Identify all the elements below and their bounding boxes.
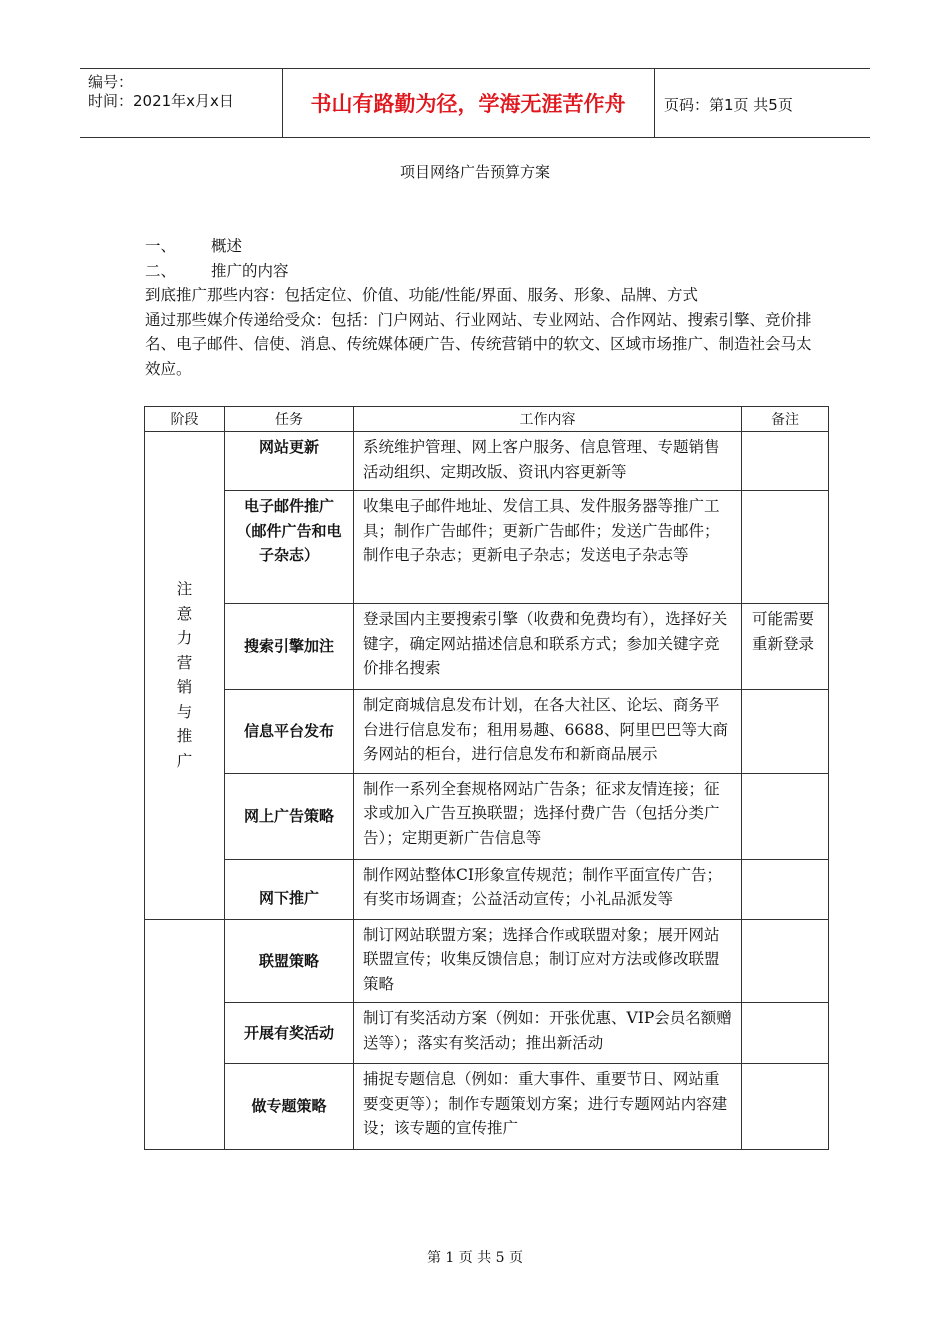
task-cell: 电子邮件推广（邮件广告和电子杂志） — [225, 491, 354, 604]
body-paragraph: 通过那些媒介传递给受众：包括：门户网站、行业网站、专业网站、合作网站、搜索引擎、竞价排名、电子邮件、信使、消息、传统媒体硬广告、传统营销中的软文、区域市场推广、制造社会马太效应。 — [145, 310, 812, 378]
task-cell: 信息平台发布 — [225, 690, 354, 774]
table-row — [145, 773, 829, 859]
task-cell: 搜索引擎加注 — [225, 604, 354, 690]
content-cell: 登录国内主要搜索引擎（收费和免费均有），选择好关键字，确定网站描述信息和联系方式；参加关键字竞价排名搜索 — [354, 604, 742, 690]
header-meta — [80, 69, 283, 137]
note-cell — [742, 1064, 829, 1150]
column-header: 备注 — [742, 407, 829, 432]
page-footer: 第 1 页 共 5 页 — [426, 1250, 524, 1266]
body-paragraph: 到底推广那些内容：包括定位、价值、功能/性能/界面、服务、形象、品牌、方式 — [145, 286, 698, 304]
table-row — [145, 604, 829, 690]
section-heading: 一、 概述 — [145, 237, 243, 255]
section-heading: 二、 推广的内容 — [145, 261, 289, 280]
table-row — [145, 1003, 829, 1064]
content-cell: 制订有奖活动方案（例如：开张优惠、VIP会员名额赠送等）；落实有奖活动；推出新活动 — [354, 1003, 742, 1064]
promotion-plan-table — [144, 406, 829, 1150]
content-cell: 捕捉专题信息（例如：重大事件、重要节日、网站重要变更等）；制作专题策划方案；进行专题网站内容建设；该专题的宣传推广 — [354, 1064, 742, 1150]
table-row — [145, 1064, 829, 1150]
page-header — [80, 68, 870, 138]
note-cell — [742, 1003, 829, 1064]
table-row — [145, 432, 829, 491]
task-cell: 开展有奖活动 — [225, 1003, 354, 1064]
task-cell: 网站更新 — [225, 432, 354, 491]
stage-cell — [145, 919, 225, 1150]
stage-cell: 注 意 力 营 销 与 推 广 — [145, 432, 225, 920]
column-header: 阶段 — [145, 407, 225, 432]
table-row — [145, 859, 829, 919]
task-cell: 做专题策略 — [225, 1064, 354, 1150]
table-header-row — [145, 407, 829, 432]
task-cell: 网下推广 — [225, 859, 354, 919]
document-body — [145, 234, 825, 381]
content-cell: 制作一系列全套规格网站广告条；征求友情连接；征求或加入广告互换联盟；选择付费广告（包括分类广告）；定期更新广告信息等 — [354, 773, 742, 859]
header-motto: 书山有路勤为径，学海无涯苦作舟 — [282, 69, 655, 137]
content-cell: 收集电子邮件地址、发信工具、发件服务器等推广工具；制作广告邮件；更新广告邮件；发送广告邮件；制作电子杂志；更新电子杂志；发送电子杂志等 — [354, 491, 742, 604]
content-cell: 制作网站整体CI形象宣传规范；制作平面宣传广告；有奖市场调查；公益活动宣传；小礼品派发等 — [354, 859, 742, 919]
doc-date-label: 时间：2021年x月x日 — [88, 92, 234, 110]
table-row — [145, 491, 829, 604]
document-title: 项目网络广告预算方案 — [399, 163, 550, 181]
task-cell: 联盟策略 — [225, 919, 354, 1003]
header-page-number: 页码：第1页 共5页 — [664, 96, 793, 114]
column-header: 任务 — [225, 407, 354, 432]
note-cell — [742, 859, 829, 919]
note-cell — [742, 491, 829, 604]
note-cell — [742, 919, 829, 1003]
content-cell: 系统维护管理、网上客户服务、信息管理、专题销售活动组织、定期改版、资讯内容更新等 — [354, 432, 742, 491]
content-cell: 制订网站联盟方案；选择合作或联盟对象；展开网站联盟宣传；收集反馈信息；制订应对方法或修改联盟策略 — [354, 919, 742, 1003]
note-cell — [742, 690, 829, 774]
column-header: 工作内容 — [354, 407, 742, 432]
note-cell — [742, 432, 829, 491]
table-row — [145, 919, 829, 1003]
content-cell: 制定商城信息发布计划，在各大社区、论坛、商务平台进行信息发布；租用易趣、6688、阿里巴巴等大商务网站的柜台，进行信息发布和新商品展示 — [354, 690, 742, 774]
task-cell: 网上广告策略 — [225, 773, 354, 859]
doc-number-label: 编号： — [88, 73, 134, 91]
note-cell: 可能需要重新登录 — [742, 604, 829, 690]
table-row — [145, 690, 829, 774]
note-cell — [742, 773, 829, 859]
